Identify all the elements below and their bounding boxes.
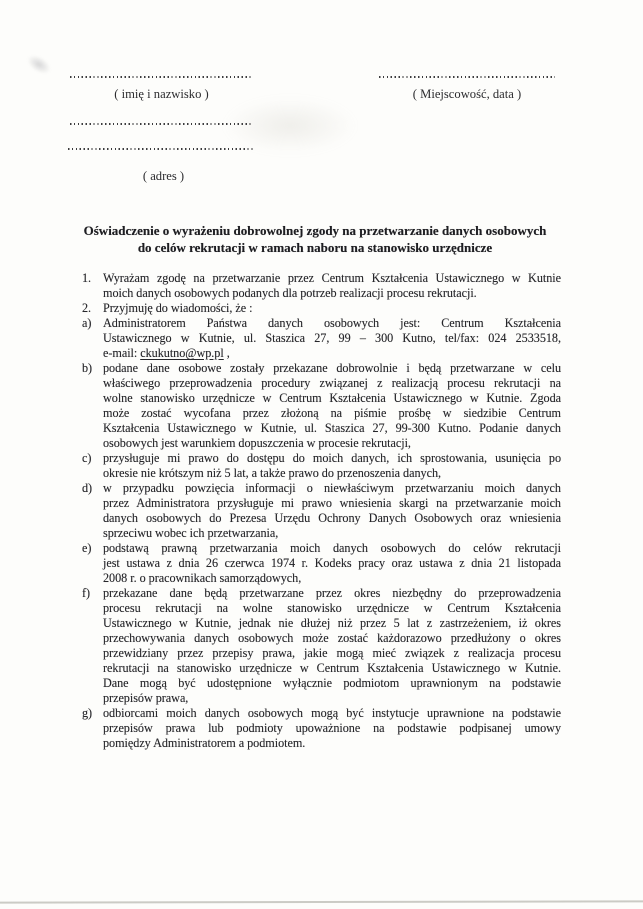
- text-line: e-mail: ckukutno@wp.pl ,: [103, 346, 230, 360]
- title-line-1: Oświadczenie o wyrażeniu dobrowolnej zgody na przetwarzanie danych osobowych: [83, 223, 547, 238]
- list-item: [82, 541, 561, 586]
- item-marker: 1.: [82, 271, 92, 285]
- signature-line-place-date: [379, 76, 555, 78]
- text-line: podane dane osobowe zostały przekazane dobrowolnie i będą przetwarzane w celu: [103, 361, 561, 375]
- item-text: [103, 301, 561, 316]
- list-item: [82, 316, 561, 361]
- text-line: 2008 r. o pracownikach samorządowych,: [103, 571, 302, 585]
- text-line: w przypadku powzięcia informacji o niewłaściwym przetwarzaniu moich danych: [103, 481, 561, 495]
- list-item: [82, 361, 561, 451]
- list-item: [82, 706, 561, 751]
- text-line: moich danych osobowych podanych dla potrzeb realizacji procesu rekrutacji.: [103, 286, 477, 300]
- signature-line-name: [70, 76, 253, 78]
- text-line: przewidziany przez przepisy prawa, jakie mogą mieć związek z realizacja procesu: [103, 646, 561, 660]
- scan-smudge: [24, 51, 54, 77]
- item-text: [103, 271, 561, 301]
- text-line: podstawą prawną przetwarzania moich danych osobowych do celów rekrutacji: [103, 541, 561, 555]
- text-line: przepisów prawa lub podmioty upoważnione na podstawie podpisanej umowy: [103, 721, 561, 735]
- place-date-label: ( Miejscowość, data ): [412, 87, 522, 101]
- item-marker: e): [82, 541, 92, 555]
- text-line: właściwego przeprowadzenia procedury związanej z realizacją procesu rekrutacji na: [103, 376, 561, 390]
- item-marker: d): [82, 481, 93, 495]
- item-marker: 2.: [82, 301, 92, 315]
- item-text: [103, 586, 561, 706]
- text-line: rekrutacji na stanowisko urzędnicze w Centrum Kształcenia Ustawicznego w Kutnie.: [103, 661, 561, 675]
- text-line: odbiorcami moich danych osobowych mogą być instytucje uprawnione na podstawie: [103, 706, 561, 720]
- consent-list: [82, 271, 561, 751]
- text-line: przechowywania danych osobowych może zostać każdorazowo przedłużony o okres: [103, 631, 561, 645]
- text-line: Wyrażam zgodę na przetwarzanie przez Centrum Kształcenia Ustawicznego w Kutnie: [103, 271, 561, 285]
- text-line: przez Administratora przysługuje mi prawo wniesienia skargi na przetwarzanie moich: [103, 496, 561, 510]
- item-marker: b): [82, 361, 93, 375]
- signature-line-address-1: [70, 123, 252, 125]
- email-text: ckukutno@wp.pl: [140, 346, 224, 360]
- text-line: przysługuje mi prawo do dostępu do moich danych, ich sprostowania, usunięcia po: [103, 451, 561, 465]
- scan-page-edge: [0, 900, 643, 903]
- text-line: może zostać wycofana przez złożoną na piśmie prośbę w siedzibie Centrum: [103, 406, 561, 420]
- item-text: [103, 451, 561, 481]
- text-line: Ustawicznego w Kutnie, jednak nie dłużej niż przez 5 lat z zastrzeżeniem, iż okres: [103, 616, 561, 630]
- list-item: [82, 451, 561, 481]
- item-text: [103, 361, 561, 451]
- text-line: jest ustawa z dnia 26 czerwca 1974 r. Kodeks pracy oraz ustawa z dnia 21 listopada: [103, 556, 561, 570]
- item-text: [103, 316, 561, 361]
- text-line: przepisów prawa,: [103, 691, 189, 705]
- text-line: osobowych jest warunkiem dopuszczenia w procesie rekrutacji,: [103, 436, 411, 450]
- text-line: wolne stanowisko urzędnicze w Centrum Kształcenia Ustawicznego w Kutnie. Zgoda: [103, 391, 561, 405]
- text-line: przekazane dane będą przetwarzane przez okres niezbędny do przeprowadzenia: [103, 586, 561, 600]
- text-line: sprzeciwu wobec ich przetwarzania,: [103, 526, 279, 540]
- list-item: [82, 586, 561, 706]
- text-line: danych osobowych do Prezesa Urzędu Ochrony Danych Osobowych oraz wniesienia: [103, 511, 561, 525]
- item-marker: c): [82, 451, 92, 465]
- text-line: Dane mogą być udostępnione wyłącznie podmiotom uprawnionym na podstawie: [103, 676, 561, 690]
- text-line: Ustawicznego w Kutnie, ul. Staszica 27, 99 – 300 Kutno, tel/fax: 024 2533518,: [103, 331, 561, 345]
- address-label: ( adres ): [142, 169, 185, 183]
- name-label: ( imię i nazwisko ): [114, 87, 209, 101]
- text-line: okresie nie krótszym niż 5 lat, a także prawo do przenoszenia danych,: [103, 466, 442, 480]
- item-text: [103, 706, 561, 751]
- item-text: [103, 541, 561, 586]
- document-title: [0, 222, 630, 256]
- scan-smudge: [225, 98, 355, 153]
- signature-line-address-2: [68, 148, 255, 150]
- text-line: Przyjmuję do wiadomości, że :: [103, 301, 253, 315]
- text-line: Kształcenia Ustawicznego w Kutnie, ul. Staszica 27, 99-300 Kutno. Podanie danych: [103, 421, 561, 435]
- list-item: [82, 271, 561, 301]
- list-item: [82, 481, 561, 541]
- list-item: [82, 301, 561, 316]
- item-text: [103, 481, 561, 541]
- title-line-2: do celów rekrutacji w ramach naboru na stanowisko urzędnicze: [137, 240, 493, 255]
- item-marker: a): [82, 316, 92, 330]
- text-line: pomiędzy Administratorem a podmiotem.: [103, 736, 306, 750]
- item-marker: f): [82, 586, 91, 600]
- text-line: procesu rekrutacji na wolne stanowisko urzędnicze w Centrum Kształcenia: [103, 601, 561, 615]
- item-marker: g): [82, 706, 93, 720]
- text-line: Administratorem Państwa danych osobowych jest: Centrum Kształcenia: [103, 316, 561, 330]
